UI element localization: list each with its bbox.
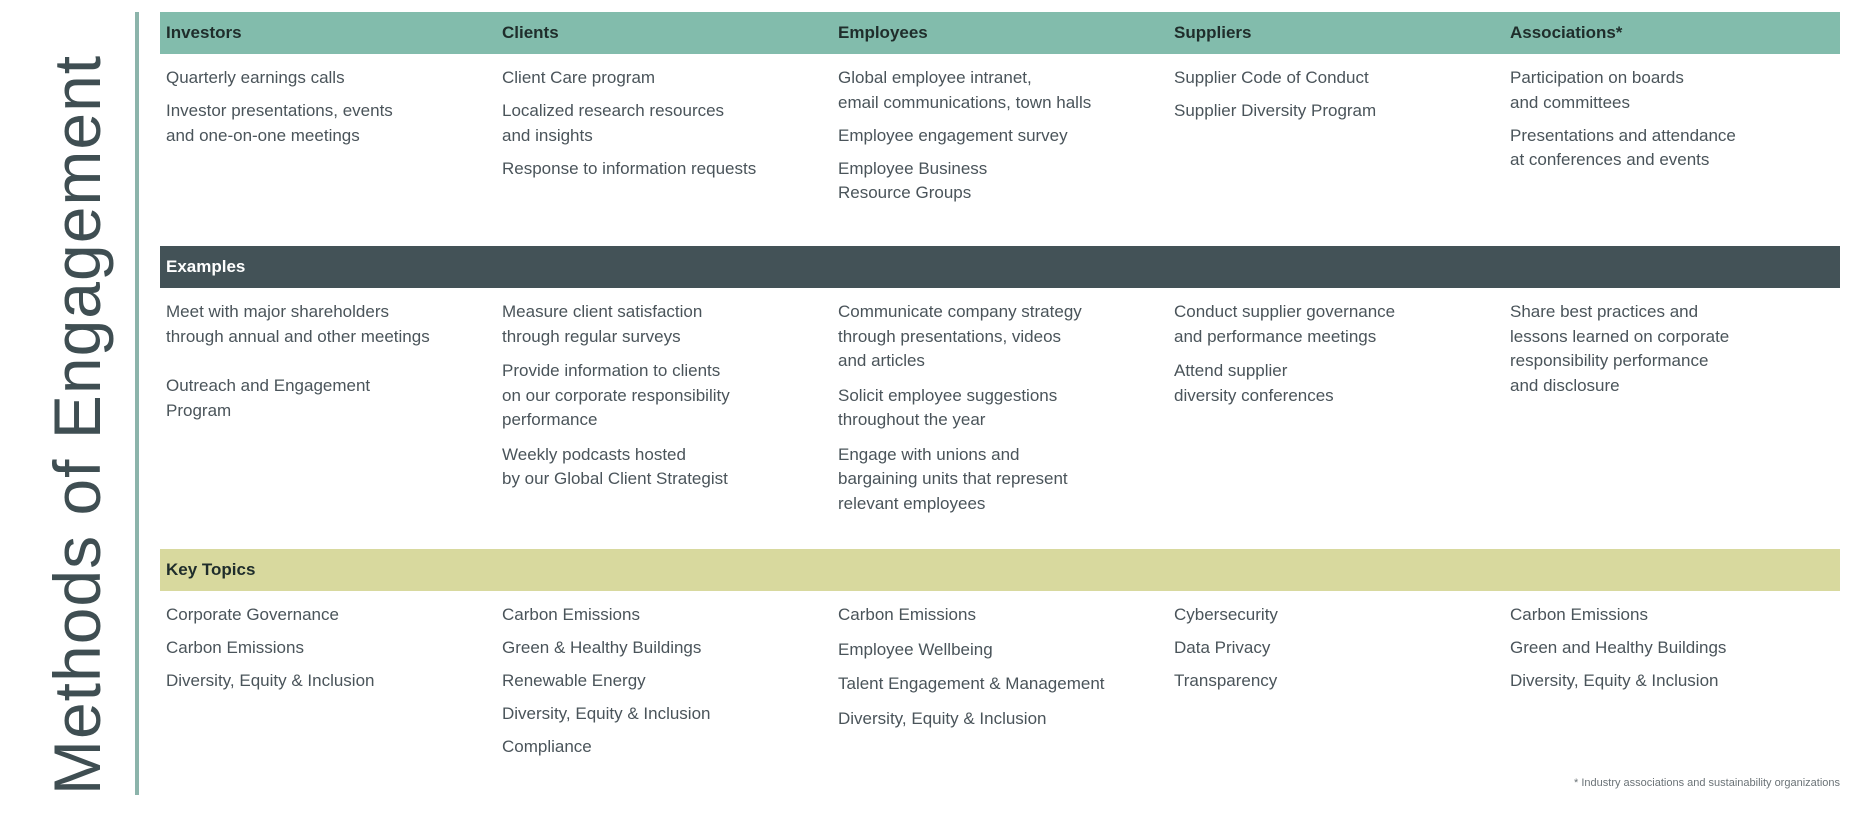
- list-item: Client Care program: [502, 68, 656, 87]
- topics-investors: [160, 603, 496, 768]
- list-item: Corporate Governance: [166, 605, 339, 624]
- list-item: Quarterly earnings calls: [166, 68, 345, 87]
- list-item: Renewable Energy: [502, 671, 646, 690]
- header-clients: Clients: [502, 23, 559, 42]
- list-item: Response to information requests: [502, 158, 757, 178]
- header-employees: Employees: [838, 23, 928, 42]
- list-item: Provide information to clients on our corporate responsibility performance: [502, 361, 730, 429]
- list-item: Carbon Emissions: [838, 605, 976, 624]
- list-item: Diversity, Equity & Inclusion: [502, 704, 711, 723]
- list-item: Transparency: [1174, 671, 1278, 690]
- topics-clients: [496, 603, 832, 768]
- footnote: * Industry associations and sustainability organizations: [1574, 777, 1840, 789]
- list-item: Carbon Emissions: [502, 605, 640, 624]
- examples-suppliers: [1168, 300, 1504, 526]
- topics-associations: [1504, 603, 1840, 768]
- list-item: Supplier Diversity Program: [1174, 101, 1377, 120]
- list-item: Talent Engagement & Management: [838, 674, 1105, 693]
- list-item: Engage with unions and bargaining units that represent relevant employees: [838, 444, 1068, 513]
- methods-associations: [1504, 66, 1840, 214]
- header-suppliers: Suppliers: [1174, 23, 1252, 42]
- examples-associations: [1504, 300, 1840, 526]
- key-topics-band: [160, 549, 1840, 591]
- list-item: Solicit employee suggestions throughout the year: [838, 385, 1058, 429]
- list-item: Data Privacy: [1174, 638, 1271, 657]
- list-item: Localized research resources and insights: [502, 101, 725, 145]
- methods-suppliers: [1168, 66, 1504, 214]
- list-item: Communicate company strategy through presentations, videos and articles: [838, 302, 1082, 370]
- examples-investors: [160, 300, 496, 526]
- list-item: Green & Healthy Buildings: [502, 638, 702, 657]
- list-item: Outreach and Engagement Program: [166, 376, 371, 420]
- list-item: Global employee intranet, email communications, town halls: [838, 68, 1092, 112]
- header-investors: Investors: [166, 23, 242, 42]
- list-item: Supplier Code of Conduct: [1174, 68, 1369, 87]
- methods-employees: [832, 66, 1168, 214]
- header-associations: Associations*: [1510, 23, 1623, 42]
- examples-band: [160, 246, 1840, 288]
- list-item: Attend supplier diversity conferences: [1174, 361, 1334, 405]
- list-item: Employee Wellbeing: [838, 639, 993, 659]
- methods-row: [160, 66, 1840, 214]
- stakeholder-header-band: [160, 12, 1840, 54]
- title-divider: [135, 12, 139, 795]
- list-item: Cybersecurity: [1174, 605, 1278, 624]
- list-item: Diversity, Equity & Inclusion: [838, 708, 1047, 728]
- methods-clients: [496, 66, 832, 214]
- examples-clients: [496, 300, 832, 526]
- list-item: Measure client satisfaction through regular surveys: [502, 302, 703, 346]
- key-topics-label: Key Topics: [166, 560, 256, 579]
- list-item: Green and Healthy Buildings: [1510, 638, 1727, 657]
- examples-employees: [832, 300, 1168, 526]
- page-title: Methods of Engagement: [40, 54, 114, 795]
- list-item: Diversity, Equity & Inclusion: [166, 671, 375, 690]
- topics-employees: [832, 603, 1168, 768]
- list-item: Presentations and attendance at conferences and events: [1510, 125, 1736, 169]
- methods-investors: [160, 66, 496, 214]
- list-item: Weekly podcasts hosted by our Global Client Strategist: [502, 444, 728, 488]
- examples-label: Examples: [166, 257, 246, 276]
- topics-suppliers: [1168, 603, 1504, 768]
- list-item: Conduct supplier governance and performance meetings: [1174, 302, 1396, 346]
- list-item: Share best practices and lessons learned on corporate responsibility performance and disclosure: [1510, 302, 1730, 395]
- list-item: Investor presentations, events and one-on-one meetings: [166, 101, 393, 145]
- list-item: Employee engagement survey: [838, 125, 1068, 145]
- list-item: Diversity, Equity & Inclusion: [1510, 671, 1719, 690]
- key-topics-row: [160, 603, 1840, 768]
- list-item: Meet with major shareholders through annual and other meetings: [166, 302, 430, 346]
- list-item: Compliance: [502, 737, 592, 756]
- examples-row: [160, 300, 1840, 526]
- list-item: Employee Business Resource Groups: [838, 158, 988, 202]
- list-item: Participation on boards and committees: [1510, 68, 1684, 112]
- list-item: Carbon Emissions: [1510, 605, 1648, 624]
- list-item: Carbon Emissions: [166, 638, 304, 657]
